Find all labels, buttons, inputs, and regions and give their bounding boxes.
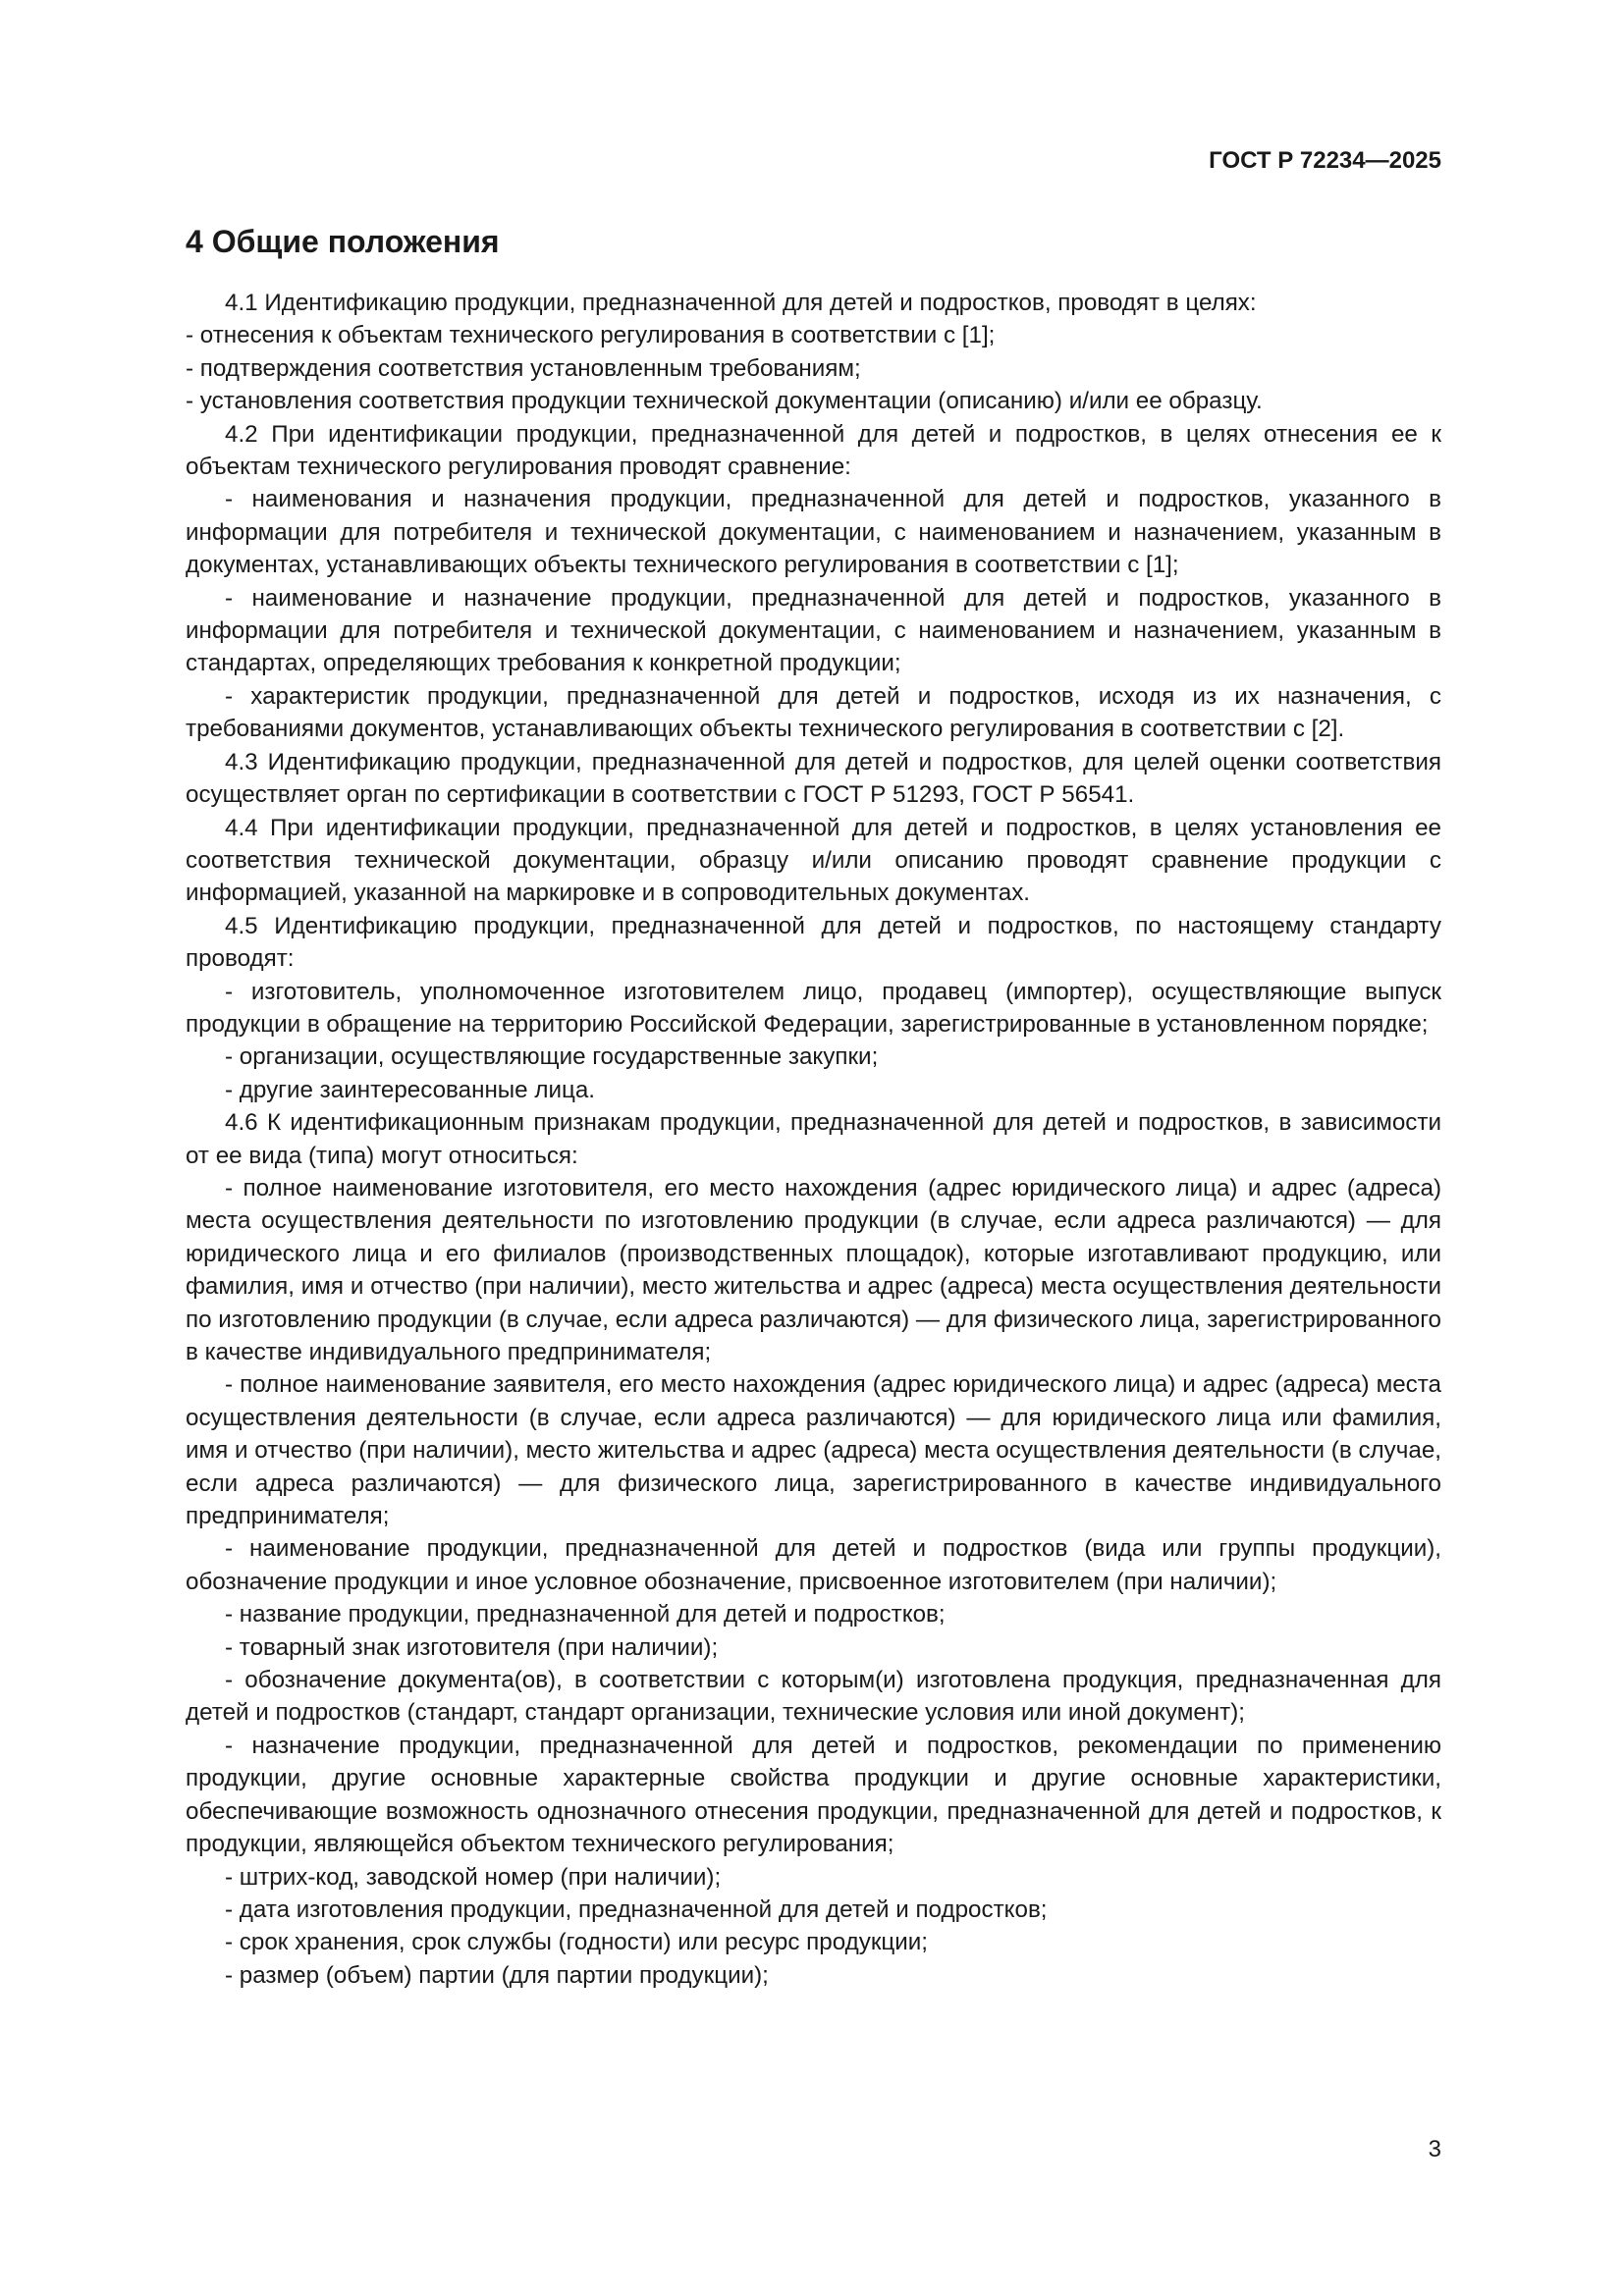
list-item: - товарный знак изготовителя (при наличии);: [225, 1633, 719, 1661]
list-item: - подтверждения соответствия установленным требованиям;: [186, 354, 861, 382]
list-item: - название продукции, предназначенной для детей и подростков;: [225, 1601, 946, 1629]
list-item: - организации, осуществляющие государственные закупки;: [225, 1043, 879, 1071]
section-body: [186, 287, 1441, 1992]
list-item: - назначение продукции, предназначенной для детей и подростков, рекомендации по применению продукции, другие основные характерные свойства продукции и другие основные характеристики, обеспечивающие возможность однозначного отнесения продукции, предназначенной для детей и подростков, к продукции, являющейся объектом технического регулирования;: [186, 1732, 1441, 1858]
list-item: - срок хранения, срок службы (годности) или ресурс продукции;: [225, 1929, 929, 1956]
list-item: - полное наименование изготовителя, его место нахождения (адрес юридического лица) и адрес (адреса) места осуществления деятельности по изготовлению продукции (в случае, если адреса различаются) — для юридического лица и его филиалов (производственных площадок), которые изготавливают продукцию, или фамилия, имя и отчество (при наличии), место жительства и адрес (адреса) места осуществления деятельности по изготовлению продукции (в случае, если адреса различаются) — для физического лица, зарегистрированного в качестве индивидуального предпринимателя;: [186, 1174, 1441, 1365]
list-item: - отнесения к объектам технического регулирования в соответствии с [1];: [186, 322, 996, 349]
clause-paragraph: 4.1 Идентификацию продукции, предназначенной для детей и подростков, проводят в целях:: [225, 290, 1257, 316]
list-item: - изготовитель, уполномоченное изготовителем лицо, продавец (импортер), осуществляющие выпуск продукции в обращение на территорию Российской Федерации, зарегистрированные в установленном порядке;: [186, 978, 1441, 1038]
list-item: - наименование и назначение продукции, предназначенной для детей и подростков, указанного в информации для потребителя и технической документации, с наименованием и назначением, указанным в стандартах, определяющих требования к конкретной продукции;: [186, 584, 1441, 677]
list-item: - другие заинтересованные лица.: [225, 1076, 596, 1103]
list-item: - штрих-код, заводской номер (при наличии);: [225, 1863, 722, 1891]
list-item: - наименования и назначения продукции, предназначенной для детей и подростков, указанного в информации для потребителя и технической документации, с наименованием и назначением, указанным в документах, устанавливающих объекты технического регулирования в соответствии с [1];: [186, 486, 1441, 579]
clause-paragraph: 4.6 К идентификационным признакам продукции, предназначенной для детей и подростков, в зависимости от ее вида (типа) могут относиться:: [186, 1109, 1441, 1169]
list-item: - установления соответствия продукции технической документации (описанию) и/или ее образцу.: [186, 388, 1263, 415]
list-item: - наименование продукции, предназначенной для детей и подростков (вида или группы продукции), обозначение продукции и иное условное обозначение, присвоенное изготовителем (при наличии);: [186, 1535, 1441, 1595]
page-number: 3: [1428, 2136, 1441, 2163]
list-item: - дата изготовления продукции, предназначенной для детей и подростков;: [225, 1896, 1048, 1923]
list-item: - полное наименование заявителя, его место нахождения (адрес юридического лица) и адрес (адреса) места осуществления деятельности (в случае, если адреса различаются) — для юридического лица или фамилия, имя и отчество (при наличии), место жительства и адрес (адреса) места осуществления деятельности (в случае, если адреса различаются) — для физического лица, зарегистрированного в качестве индивидуального предпринимателя;: [186, 1371, 1441, 1530]
standard-code: ГОСТ Р 72234—2025: [1209, 147, 1441, 174]
clause-paragraph: 4.2 При идентификации продукции, предназначенной для детей и подростков, в целях отнесения ее к объектам технического регулирования проводят сравнение:: [186, 420, 1441, 481]
clause-paragraph: 4.4 При идентификации продукции, предназначенной для детей и подростков, в целях установления ее соответствия технической документации, образцу и/или описанию проводят сравнение продукции с информацией, указанной на маркировке и в сопроводительных документах.: [186, 814, 1441, 907]
clause-paragraph: 4.3 Идентификацию продукции, предназначенной для детей и подростков, для целей оценки соответствия осуществляет орган по сертификации в соответствии с ГОСТ Р 51293, ГОСТ Р 56541.: [186, 748, 1441, 809]
list-item: - размер (объем) партии (для партии продукции);: [225, 1961, 769, 1989]
list-item: - обозначение документа(ов), в соответствии с которым(и) изготовлена продукция, предназначенная для детей и подростков (стандарт, стандарт организации, технические условия или иной документ);: [186, 1667, 1441, 1727]
section-title: 4 Общие положения: [186, 224, 500, 259]
list-item: - характеристик продукции, предназначенной для детей и подростков, исходя из их назначения, с требованиями документов, устанавливающих объекты технического регулирования в соответствии с [2].: [186, 682, 1441, 743]
clause-paragraph: 4.5 Идентификацию продукции, предназначенной для детей и подростков, по настоящему стандарту проводят:: [186, 912, 1441, 973]
